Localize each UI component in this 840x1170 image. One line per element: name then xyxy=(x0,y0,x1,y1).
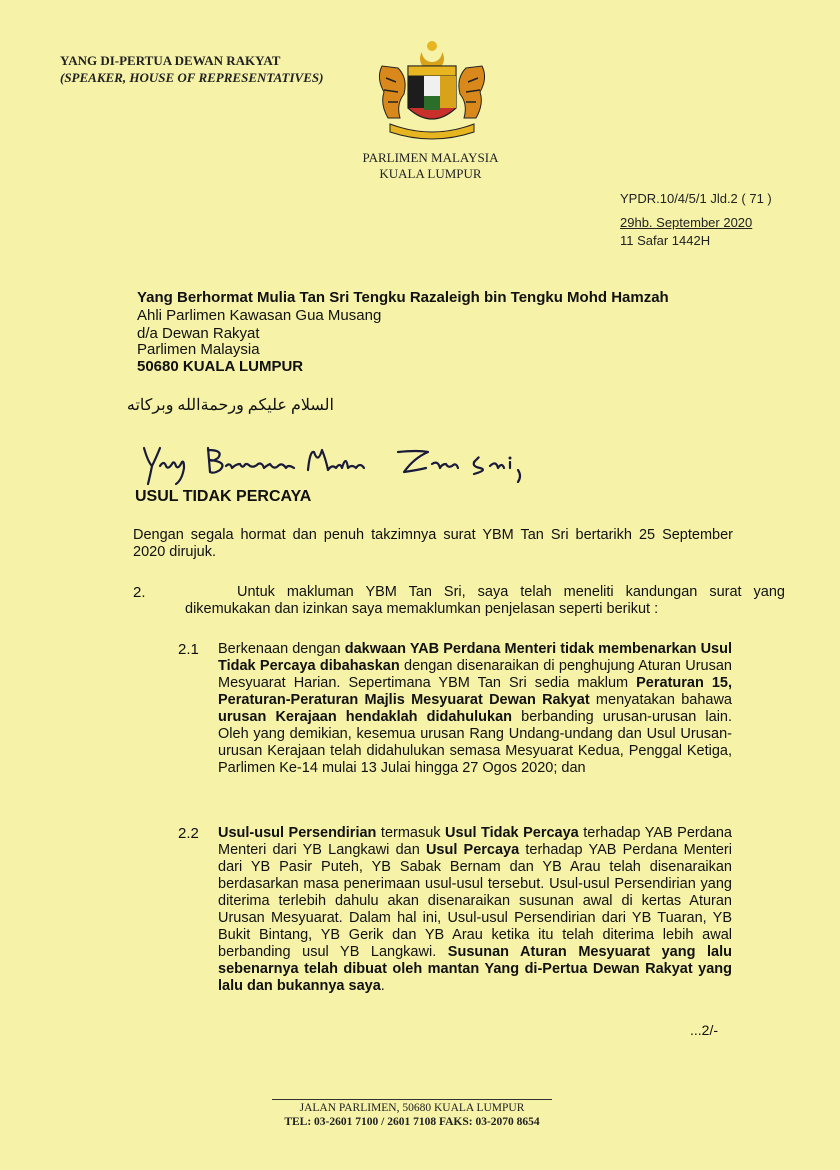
footer-address: JALAN PARLIMEN, 50680 KUALA LUMPUR xyxy=(299,1102,525,1114)
recipient-line-2: d/a Dewan Rakyat xyxy=(137,325,260,342)
reference-number: YPDR.10/4/5/1 Jld.2 ( 71 ) xyxy=(620,191,772,206)
arabic-greeting: السلام عليكم ورحمةالله وبركاته xyxy=(126,397,334,414)
paragraph-2-1-number: 2.1 xyxy=(178,641,199,658)
handwritten-salutation xyxy=(138,440,538,490)
coat-of-arms-icon xyxy=(370,38,494,148)
speaker-title: YANG DI-PERTUA DEWAN RAKYAT xyxy=(60,53,281,68)
letter-subject: USUL TIDAK PERCAYA xyxy=(135,488,312,505)
recipient-line-3: Parlimen Malaysia xyxy=(137,341,260,358)
paragraph-2-text: Untuk makluman YBM Tan Sri, saya telah meneliti kandungan surat yang dikemukakan dan izinkan saya memaklumkan penjelasan seperti berikut : xyxy=(185,584,785,617)
paragraph-2-1: Berkenaan dengan dakwaan YAB Perdana Menteri tidak membenarkan Usul Tidak Percaya dibahaskan dengan disenaraikan di penghujung Aturan Urusan Mesyuarat Harian. Sepertimana YBM Tan Sri sedia maklum Peraturan 15, Peraturan-Peraturan Majlis Mesyuarat Dewan Rakyat menyatakan bahawa urusan Kerajaan hendaklah didahulukan berbanding urusan-urusan lain. Oleh yang demikian, kesemua urusan Rang Undang-undang dan Usul Urusan-urusan Kerajaan telah didahulukan semasa Mesyuarat Kedua, Penggal Ketiga, Parlimen Ke-14 mulai 13 Julai hingga 27 Ogos 2020; dan xyxy=(218,641,733,776)
recipient-line-1: Ahli Parlimen Kawasan Gua Musang xyxy=(137,307,382,324)
paragraph-1: Dengan segala hormat dan penuh takzimnya surat YBM Tan Sri bertarikh 25 September 2020 dirujuk. xyxy=(133,527,733,560)
parliament-name: PARLIMEN MALAYSIA xyxy=(362,150,499,165)
footer-divider xyxy=(272,1099,552,1100)
page-continuation: ...2/- xyxy=(690,1022,719,1038)
footer-phone: TEL: 03-2601 7100 / 2601 7108 FAKS: 03-2070 8654 xyxy=(284,1116,540,1128)
recipient-name: Yang Berhormat Mulia Tan Sri Tengku Razaleigh bin Tengku Mohd Hamzah xyxy=(137,289,669,306)
speaker-subtitle: (SPEAKER, HOUSE OF REPRESENTATIVES) xyxy=(60,70,324,85)
paragraph-2-2-number: 2.2 xyxy=(178,825,199,842)
paragraph-2 xyxy=(133,584,785,618)
letter-date: 29hb. September 2020 xyxy=(620,215,753,230)
paragraph-2-2: Usul-usul Persendirian termasuk Usul Tidak Percaya terhadap YAB Perdana Menteri dari YB Langkawi dan Usul Percaya terhadap YAB Perdana Menteri dari YB Pasir Puteh, YB Sabak Bernam dan YB Arau telah disenaraikan berdasarkan masa penerimaan usul-usul tersebut. Usul-usul Persendirian yang diterima terlebih dahulu akan disenaraikan susunan awal di kertas Aturan Urusan Mesyuarat. Dalam hal ini, Usul-usul Persendirian dari YB Tuaran, YB Bukit Bintang, YB Gerik dan YB Arau ketika itu telah diterima lebih awal berbanding usul YB Langkawi. Susunan Aturan Mesyuarat yang lalu sebenarnya telah dibuat oleh mantan Yang di-Pertua Dewan Rakyat yang lalu dan bukannya saya. xyxy=(218,825,733,994)
paragraph-2-number: 2. xyxy=(133,584,146,601)
hijri-date: 11 Safar 1442H xyxy=(620,233,711,248)
recipient-postcode: 50680 KUALA LUMPUR xyxy=(137,358,304,375)
parliament-city: KUALA LUMPUR xyxy=(379,166,482,181)
